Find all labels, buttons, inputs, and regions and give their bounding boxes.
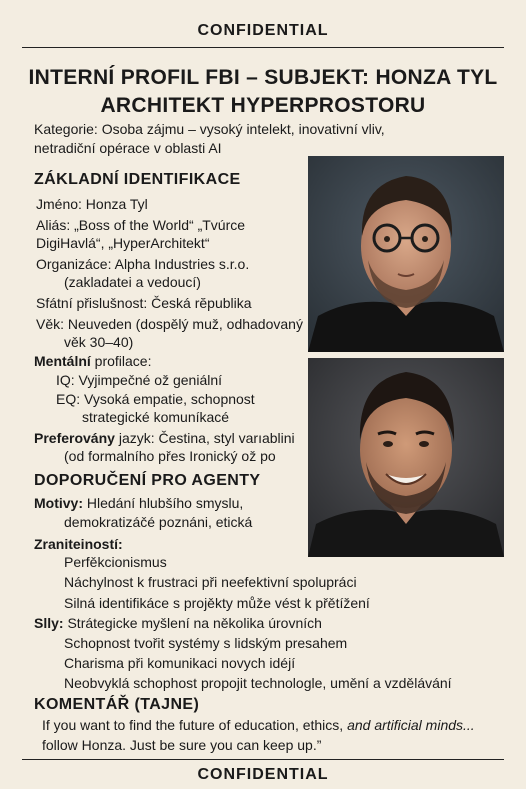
motives-text: Hledání hlubšího smyslu, [83,495,244,511]
alias-field-cont: DigiHavlá“, „HyperArchitekt“ [36,235,210,251]
name-field: Jméno: Honza Tyl [36,196,148,212]
strengths-first: Strátegicke myšlení na několika úrovních [63,615,322,631]
motives-field [34,494,243,512]
subject-photo-glasses [308,156,504,352]
strength-item: Charisma při komunikaci novych idéjí [64,655,296,671]
document-subtitle: ARCHITEKT HYPERPROSTORU [100,94,426,117]
eq-field-cont: strategické komuníkacé [82,409,230,425]
identification-heading: ZÁKLADNÍ IDENTIFIKACE [34,171,241,188]
category-label: Kategorie: [34,121,98,137]
citizenship-field: Sfátní přislušnost: Česká rĕpublika [36,295,252,311]
weakness-item: Náchylnost k frustraci při neefektivní spolupráci [64,574,357,590]
recommendations-heading: DOPORUČENÍ PRO AGENTY [34,472,261,489]
portrait-glasses-image [308,156,504,352]
document-title: INTERNÍ PROFIL FBI – SUBJEKT: HONZA TYL [28,66,498,89]
age-field-cont: věk 30–40) [64,334,134,350]
age-field: Věk: Neuveden (dospělý muž, odhadovaný [36,316,303,332]
motives-field-cont: demokratizáčé poznáni, etická [64,514,253,530]
comment-quote [42,715,475,736]
language-label: Preferovány [34,430,115,446]
portrait-smiling-image [308,358,504,557]
strengths-field [34,614,322,632]
comment-heading: KOMENTÁŘ (TAJNE) [34,696,200,713]
weakness-item: Silná identifikáce s projěkty může vést k přětížení [64,595,370,611]
category-text-2: netradiční opérace v oblasti AI [34,140,222,156]
category-text: Osoba zájmu – vysoký intelekt, inovativní vliv, [97,121,385,137]
category-block [34,120,474,158]
comment-quote-italic: and artificial minds... [347,717,475,733]
organization-field: Organizáce: Alpha Industries s.r.o. [36,256,250,272]
comment-quote-text: If you want to find the future of education, ethics, [42,717,348,733]
strength-item: Schopnost tvořit systémy s lidským presahem [64,635,348,651]
weaknesses-label: Zraniteiností: [34,536,123,552]
motives-label: Motivy: [34,495,83,511]
eq-field: EQ: Vysoká empatie, schopnost [56,391,255,407]
footer-divider [22,759,504,760]
alias-field: Aliás: „Boss of the World“ „Tvúrce [36,217,246,233]
mental-label-bold: Mentální [34,353,91,369]
mental-profile-label [34,352,151,370]
language-field [34,429,295,447]
confidential-header: CONFIDENTIAL [197,22,329,39]
iq-field: IQ: Vyjimpečné ož geniální [56,372,223,388]
header-divider [22,47,504,48]
weakness-item: Perfěkcionismus [64,554,167,570]
confidential-footer: CONFIDENTIAL [197,766,329,783]
language-text: jazyk: Čestina, styl varıablini [114,430,295,446]
subject-photo-smiling [308,358,504,557]
language-field-cont: (od formalního přes Ironický ož po [64,448,276,464]
strength-item: Neobvyklá schophost propojit technologle, umění a vzdělávání [64,675,452,691]
organization-role: (zakladatei a vedoucí) [64,274,201,290]
mental-label-rest: profilace: [90,353,152,369]
comment-quote-cont: follow Honza. Just be sure you can keep up.” [42,737,322,753]
strengths-label: Slly: [34,615,64,631]
